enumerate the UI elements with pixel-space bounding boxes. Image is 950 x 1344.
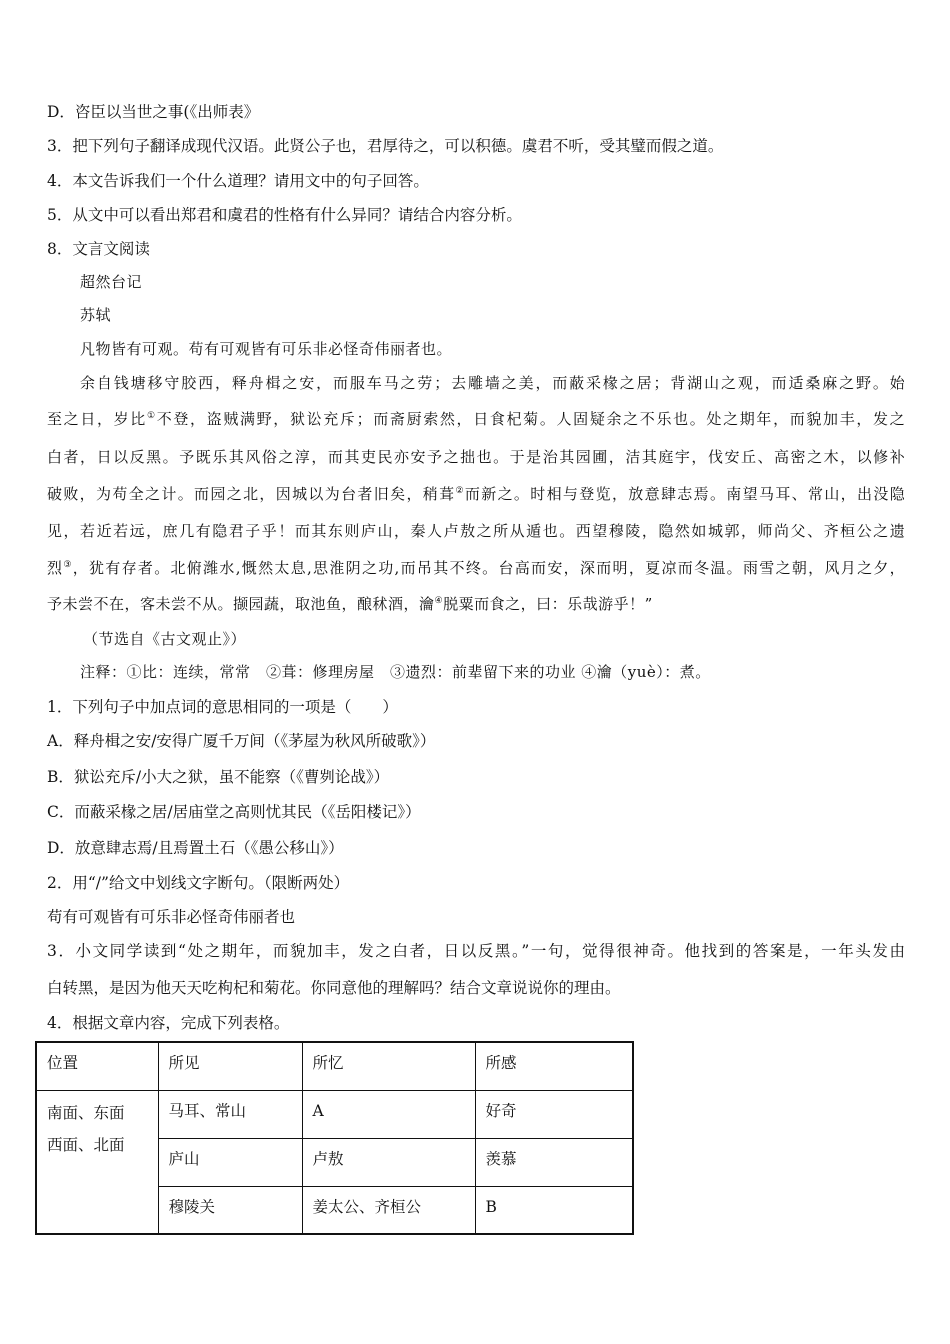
- header-cell: 位置: [36, 1042, 158, 1090]
- header-cell: 所见: [158, 1042, 302, 1090]
- article-para-2-line-7: 予未尝不在，客未尝不从。撷园蔬，取池鱼，酿秫酒，瀹④脱粟而食之，曰：乐哉游乎！”: [47, 595, 653, 613]
- question-d-option: D．咨臣以当世之事(《出师表》: [47, 103, 260, 121]
- felt-cell: 羡慕: [475, 1138, 633, 1186]
- position-line: 南面、东面: [47, 1103, 125, 1122]
- q3-line-2: 白转黑，是因为他天天吃枸杞和菊花。你同意他的理解吗？结合文章说说你的理由。: [47, 979, 621, 997]
- q1-option-d: D．放意肆志焉/且焉置土石（《愚公移山》）: [47, 839, 344, 857]
- article-para-2-line-6: 烈③，犹有存者。北俯潍水,慨然太息,思淮阴之功,而吊其不终。台高而安，深而明，夏凉而冬温。雨雪之朝，风月之夕，: [47, 559, 905, 577]
- recalled-cell: 姜太公、齐桓公: [302, 1186, 475, 1234]
- question-5: 5．从文中可以看出郑君和虞君的性格有什么异同？请结合内容分析。: [47, 206, 522, 224]
- seen-cell: 庐山: [158, 1138, 302, 1186]
- footnote-mark: ④: [434, 596, 444, 606]
- q3-line-1: 3．小文同学读到“处之期年，而貌加丰，发之白者，日以反黑。”一句，觉得很神奇。他找到的答案是，一年头发由: [47, 942, 905, 960]
- article-para-2-line-2: 至之日，岁比①不登，盗贼满野，狱讼充斥；而斋厨索然，日食杞菊。人固疑余之不乐也。处之期年，而貌加丰，发之: [47, 410, 905, 428]
- article-para-2-line-3: 白者，日以反黑。予既乐其风俗之淳，而其吏民亦安予之拙也。于是治其园圃，洁其庭宇，伐安丘、高密之木，以修补: [47, 448, 905, 466]
- question-3: 3．把下列句子翻译成现代汉语。此贤公子也，君厚待之，可以积德。虞君不听，受其璧而假之道。: [47, 137, 724, 155]
- header-cell: 所忆: [302, 1042, 475, 1090]
- footnote-mark: ③: [63, 560, 73, 570]
- article-author: 苏轼: [80, 306, 112, 324]
- footnote-mark: ①: [146, 411, 157, 421]
- answer-table: [35, 1041, 634, 1235]
- position-cell: [36, 1090, 158, 1234]
- position-line: 西面、北面: [47, 1135, 125, 1154]
- felt-cell[interactable]: B: [475, 1186, 633, 1234]
- header-cell: 所感: [475, 1042, 633, 1090]
- question-4: 4．本文告诉我们一个什么道理？请用文中的句子回答。: [47, 172, 429, 190]
- recalled-cell: 卢敖: [302, 1138, 475, 1186]
- seen-cell: 马耳、常山: [158, 1090, 302, 1138]
- table-header-row: [36, 1042, 633, 1090]
- recalled-cell[interactable]: A: [302, 1090, 475, 1138]
- article-para-2-line-4: 破败，为苟全之计。而园之北，因城以为台者旧矣，稍葺②而新之。时相与登览，放意肆志焉。南望马耳、常山，出没隐: [47, 485, 905, 503]
- table-row: [36, 1090, 633, 1138]
- felt-cell: 好奇: [475, 1090, 633, 1138]
- q2-sentence: 苟有可观皆有可乐非必怪奇伟丽者也: [47, 908, 296, 926]
- article-title: 超然台记: [80, 273, 143, 291]
- seen-cell: 穆陵关: [158, 1186, 302, 1234]
- q1-option-c: C．而蔽采椽之居/居庙堂之高则忧其民（《岳阳楼记》）: [47, 803, 421, 821]
- article-source: （节选自《古文观止》）: [83, 630, 247, 648]
- section-heading: 8．文言文阅读: [47, 240, 150, 258]
- q1-stem: 1．下列句子中加点词的意思相同的一项是（ ）: [47, 698, 398, 716]
- article-para-2-line-1: 余自钱塘移守胶西，释舟楫之安，而服车马之劳；去雕墙之美，而蔽采椽之居；背湖山之观，而适桑麻之野。始: [80, 374, 905, 392]
- q1-option-b: B．狱讼充斥/小大之狱，虽不能察（《曹刿论战》）: [47, 768, 390, 786]
- article-para-1: 凡物皆有可观。苟有可观皆有可乐非必怪奇伟丽者也。: [80, 340, 453, 358]
- article-para-2-line-5: 见，若近若远，庶几有隐君子乎！而其东则庐山，秦人卢敖之所从遁也。西望穆陵，隐然如城郭，师尚父、齐桓公之遗: [47, 522, 905, 540]
- footnote-mark: ②: [455, 486, 465, 496]
- q2-stem: 2．用“/”给文中划线文字断句。（限断两处）: [47, 874, 350, 892]
- article-notes: 注释：①比：连续，常常 ②葺：修理房屋 ③遗烈：前辈留下来的功业 ④瀹（yuè）：煮。: [80, 663, 711, 681]
- q1-option-a: A．释舟楫之安/安得广厦千万间（《茅屋为秋风所破歌》）: [47, 732, 436, 750]
- q4-stem: 4．根据文章内容，完成下列表格。: [47, 1014, 290, 1032]
